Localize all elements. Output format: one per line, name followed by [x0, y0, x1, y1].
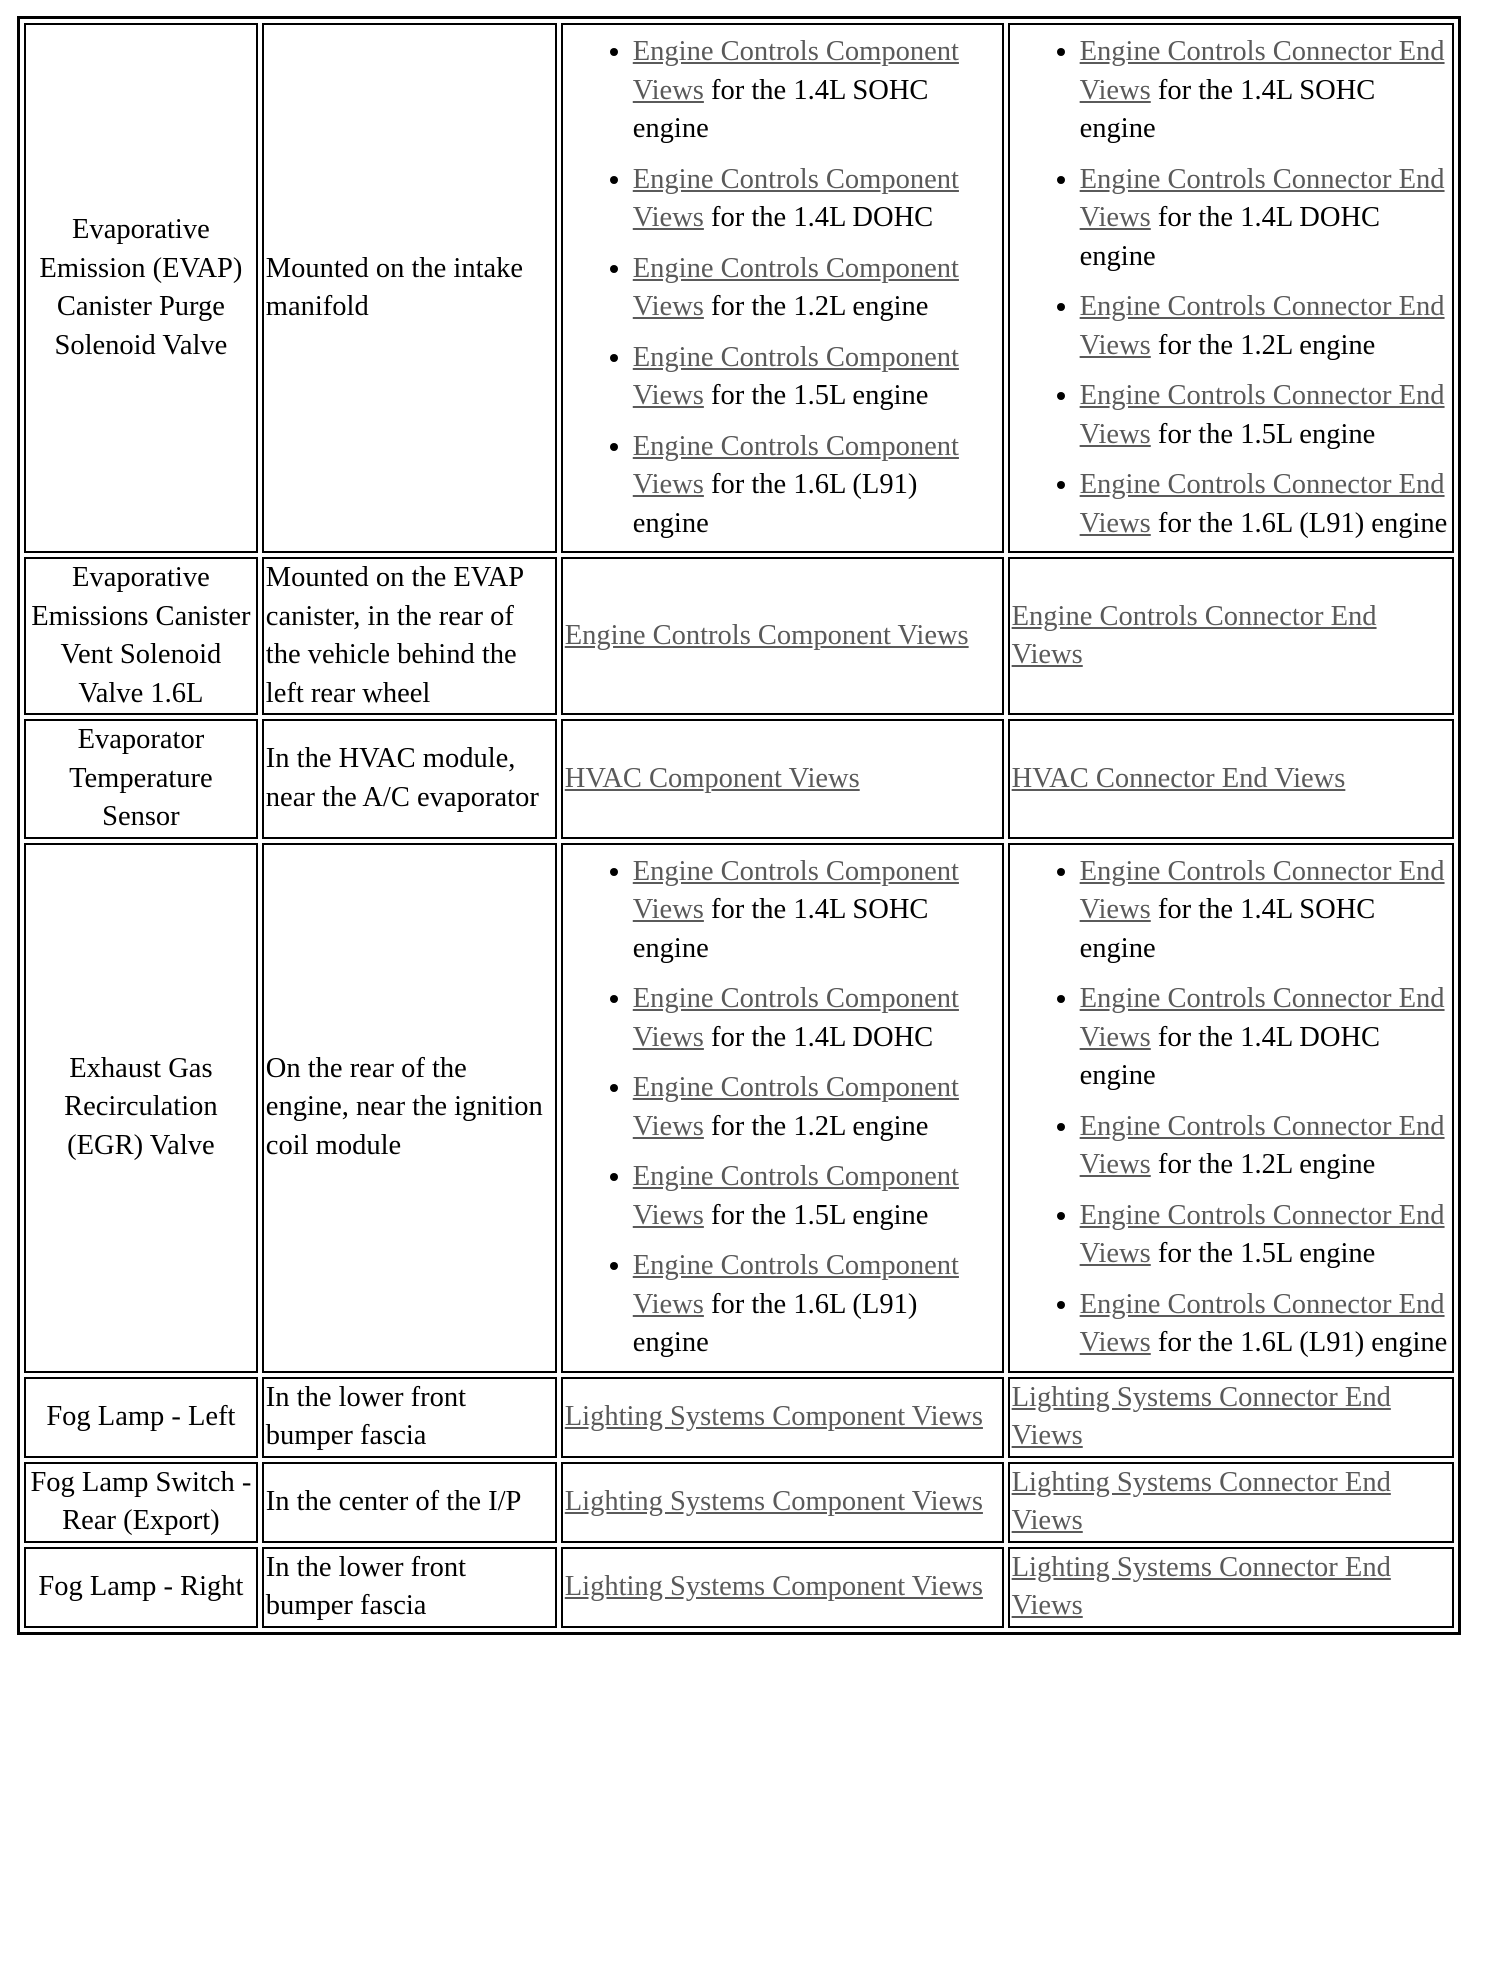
link-suffix-text: for the 1.6L (L91) engine [1150, 507, 1448, 539]
link-suffix-text: for the 1.5L engine [1150, 418, 1376, 450]
connector-end-views-cell [1008, 1462, 1454, 1543]
link-suffix-text: for the 1.5L engine [703, 380, 929, 411]
link-suffix-text: for the 1.4L SOHC engine [1079, 894, 1376, 964]
list-item [633, 33, 1000, 149]
list-item [1080, 1286, 1450, 1363]
list-item [633, 1158, 1000, 1235]
component-name: Fog Lamp Switch - Rear (Export) [24, 1462, 258, 1543]
component-location: Mounted on the EVAP canister, in the rear of the vehicle behind the left rear wheel [262, 557, 557, 715]
table-row [24, 1377, 1454, 1458]
list-item [633, 853, 1000, 969]
link-suffix-text: for the 1.2L engine [1150, 329, 1376, 361]
link-suffix-text: for the 1.4L DOHC [703, 1021, 934, 1053]
component-name: Evaporator Temperature Sensor [24, 719, 258, 839]
component-views-link[interactable]: Engine Controls Component Views [632, 163, 959, 233]
component-views-link[interactable]: Lighting Systems Component Views [564, 1570, 983, 1602]
link-suffix-text: for the 1.5L engine [1150, 1238, 1376, 1269]
connector-end-views-link[interactable]: Lighting Systems Connector End Views [1011, 1551, 1391, 1621]
list-item [633, 161, 1000, 238]
connector-end-views-link[interactable]: Engine Controls Connector End Views [1079, 983, 1445, 1053]
connector-end-views-cell [1008, 843, 1454, 1373]
connector-end-views-link[interactable]: Lighting Systems Connector End Views [1011, 1381, 1391, 1451]
component-location: In the lower front bumper fascia [262, 1377, 557, 1458]
component-views-cell [561, 1377, 1004, 1458]
link-suffix-text: for the 1.6L (L91) engine [632, 469, 918, 539]
list-item [633, 1247, 1000, 1363]
list-item [1080, 288, 1450, 365]
component-location: In the lower front bumper fascia [262, 1547, 557, 1628]
connector-end-views-cell [1008, 1377, 1454, 1458]
list-item [1080, 1108, 1450, 1185]
connector-end-views-cell [1008, 1547, 1454, 1628]
connector-end-views-link[interactable]: Lighting Systems Connector End Views [1011, 1466, 1391, 1536]
component-name: Fog Lamp - Left [24, 1377, 258, 1458]
connector-end-views-link[interactable]: Engine Controls Connector End Views [1079, 1199, 1445, 1269]
connector-end-views-link[interactable]: Engine Controls Connector End Views [1079, 855, 1445, 925]
connector-end-views-cell [1008, 23, 1454, 553]
list-item [1080, 33, 1450, 149]
table-row [24, 23, 1454, 553]
link-suffix-text: for the 1.4L DOHC [703, 202, 934, 233]
component-name: Evaporative Emissions Canister Vent Solenoid Valve 1.6L [24, 557, 258, 715]
component-views-link[interactable]: Engine Controls Component Views [632, 36, 959, 106]
connector-end-views-link[interactable]: HVAC Connector End Views [1011, 762, 1346, 794]
component-views-cell [561, 1462, 1004, 1543]
component-name: Fog Lamp - Right [24, 1547, 258, 1628]
link-suffix-text: for the 1.6L (L91) engine [632, 1288, 918, 1358]
table-row [24, 557, 1454, 715]
component-views-cell [561, 843, 1004, 1373]
component-name: Evaporative Emission (EVAP) Canister Purge Solenoid Valve [24, 23, 258, 553]
table-row [24, 1547, 1454, 1628]
link-suffix-text: for the 1.4L DOHC engine [1079, 1021, 1381, 1091]
component-views-link[interactable]: Engine Controls Component Views [564, 619, 969, 651]
list-item [633, 339, 1000, 416]
component-views-list [565, 33, 1000, 543]
component-views-cell [561, 719, 1004, 839]
link-suffix-text: for the 1.4L SOHC engine [632, 894, 929, 964]
list-item [633, 980, 1000, 1057]
component-views-link[interactable]: Lighting Systems Component Views [564, 1485, 983, 1517]
link-suffix-text: for the 1.4L SOHC engine [632, 74, 929, 144]
component-views-link[interactable]: Engine Controls Component Views [632, 1072, 959, 1142]
connector-end-views-cell [1008, 719, 1454, 839]
component-views-link[interactable]: Engine Controls Component Views [632, 252, 959, 322]
list-item [633, 1069, 1000, 1146]
connector-end-views-link[interactable]: Engine Controls Connector End Views [1079, 163, 1445, 233]
connector-end-views-list [1012, 853, 1450, 1363]
list-item [1080, 853, 1450, 969]
connector-end-views-link[interactable]: Engine Controls Connector End Views [1079, 291, 1445, 361]
link-suffix-text: for the 1.6L (L91) engine [1150, 1327, 1448, 1358]
component-views-list [565, 853, 1000, 1363]
table-row [24, 843, 1454, 1373]
list-item [633, 428, 1000, 544]
list-item [1080, 980, 1450, 1096]
component-views-link[interactable]: Engine Controls Component Views [632, 1161, 959, 1231]
link-suffix-text: for the 1.5L engine [703, 1199, 929, 1231]
component-views-link[interactable]: Engine Controls Component Views [632, 1250, 959, 1320]
connector-end-views-link[interactable]: Engine Controls Connector End Views [1079, 1288, 1445, 1358]
connector-end-views-link[interactable]: Engine Controls Connector End Views [1079, 469, 1445, 539]
component-views-link[interactable]: Engine Controls Component Views [632, 855, 959, 925]
link-suffix-text: for the 1.2L engine [1150, 1149, 1376, 1180]
link-suffix-text: for the 1.2L engine [703, 1110, 929, 1142]
link-suffix-text: for the 1.4L SOHC engine [1079, 74, 1376, 144]
component-location: On the rear of the engine, near the ignition coil module [262, 843, 557, 1373]
component-name: Exhaust Gas Recirculation (EGR) Valve [24, 843, 258, 1373]
list-item [1080, 377, 1450, 454]
list-item [1080, 161, 1450, 277]
list-item [633, 250, 1000, 327]
connector-end-views-link[interactable]: Engine Controls Connector End Views [1079, 36, 1445, 106]
component-views-link[interactable]: Engine Controls Component Views [632, 341, 959, 411]
connector-end-views-link[interactable]: Engine Controls Connector End Views [1079, 1110, 1445, 1180]
table-body [24, 23, 1454, 1628]
table-row [24, 719, 1454, 839]
component-views-link[interactable]: Engine Controls Component Views [632, 983, 959, 1053]
connector-end-views-link[interactable]: Engine Controls Connector End Views [1011, 600, 1377, 670]
component-location: Mounted on the intake manifold [262, 23, 557, 553]
connector-end-views-list [1012, 33, 1450, 543]
component-location: In the center of the I/P [262, 1462, 557, 1543]
component-views-cell [561, 23, 1004, 553]
list-item [1080, 466, 1450, 543]
list-item [1080, 1197, 1450, 1274]
connector-end-views-link[interactable]: Engine Controls Connector End Views [1079, 380, 1445, 450]
link-suffix-text: for the 1.4L DOHC engine [1079, 202, 1381, 272]
component-locator-table [17, 16, 1461, 1635]
component-views-link[interactable]: HVAC Component Views [564, 762, 860, 794]
component-views-cell [561, 1547, 1004, 1628]
component-views-cell [561, 557, 1004, 715]
component-location: In the HVAC module, near the A/C evaporator [262, 719, 557, 839]
component-views-link[interactable]: Lighting Systems Component Views [564, 1400, 983, 1432]
table-row [24, 1462, 1454, 1543]
connector-end-views-cell [1008, 557, 1454, 715]
link-suffix-text: for the 1.2L engine [703, 291, 929, 322]
component-views-link[interactable]: Engine Controls Component Views [632, 430, 959, 500]
